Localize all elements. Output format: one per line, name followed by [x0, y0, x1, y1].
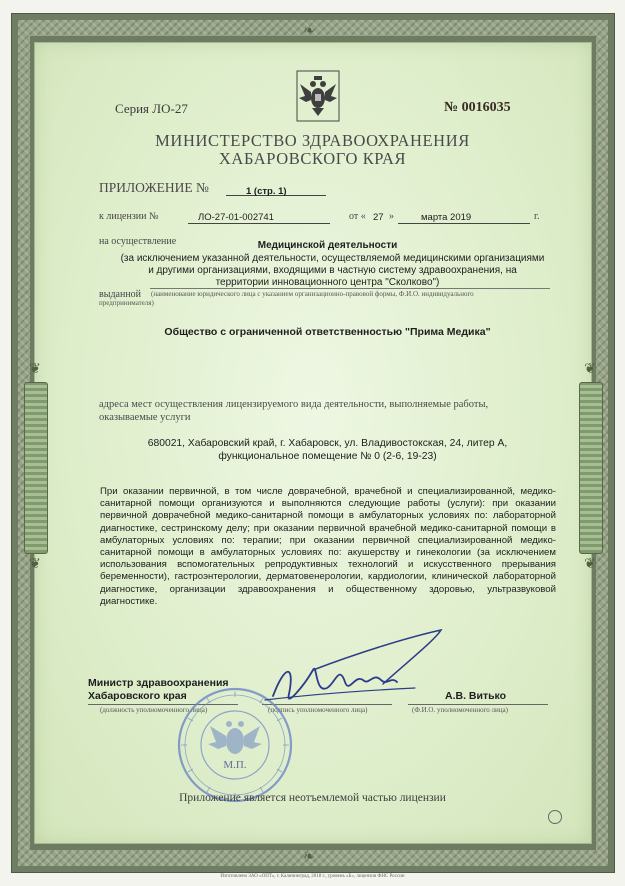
coat-of-arms-icon — [296, 70, 340, 122]
issued-caption: (наименование юридического лица с указанием организационно-правовой формы, Ф.И.О. индивидуального — [151, 290, 474, 298]
ministry-region: ХАБАРОВСКОГО КРАЯ — [218, 149, 407, 168]
address-label-cont: оказываемые услуги — [99, 412, 191, 423]
ministry-title: МИНИСТЕРСТВО ЗДРАВООХРАНЕНИЯ — [155, 131, 470, 150]
license-number-line — [188, 223, 330, 224]
issued-caption-cont: предпринимателя) — [99, 299, 154, 307]
appendix-value: 1 (стр. 1) — [246, 186, 287, 197]
handwritten-signature — [255, 624, 455, 714]
issued-line — [150, 288, 550, 289]
activity-scope-line2: и другими организациями, входящими в частную систему здравоохранения, на — [148, 265, 517, 276]
right-ornament-band — [579, 382, 603, 554]
issued-label: выданной — [99, 289, 142, 300]
license-month-year: марта 2019 — [421, 212, 472, 223]
activity-scope-line3: территории инновационного центра "Сколково") — [215, 277, 440, 288]
stamp-mp-label: М.П. — [223, 759, 247, 771]
right-fleuron-icon: ❦ — [584, 361, 596, 377]
left-fleuron-bottom-icon: ❦ — [29, 556, 41, 572]
right-fleuron-bottom-icon: ❦ — [584, 556, 596, 572]
license-number: ЛО-27-01-002741 — [198, 212, 274, 223]
footer-note: Приложение является неотъемлемой частью лицензии — [179, 792, 446, 804]
organization-name: Общество с ограниченной ответственностью "Прима Медика" — [164, 326, 491, 338]
address-line1: 680021, Хабаровский край, г. Хабаровск, ул. Владивостокская, 24, литер А, — [147, 438, 508, 449]
form-number: № 0016035 — [444, 100, 511, 115]
license-label: к лицензии № — [99, 211, 159, 222]
signatory-position: Министр здравоохранения — [88, 677, 229, 689]
signatory-name: А.В. Витько — [445, 690, 507, 702]
signatory-region: Хабаровского края — [88, 690, 187, 702]
appendix-label: ПРИЛОЖЕНИЕ № — [99, 180, 209, 195]
activity-title: Медицинской деятельности — [257, 240, 398, 251]
address-line2: функциональное помещение № 0 (2-6, 19-23) — [218, 451, 437, 462]
activity-label: на осуществление — [99, 236, 177, 247]
license-day: 27 — [373, 212, 384, 223]
left-ornament-band — [24, 382, 48, 554]
position-caption: (должность уполномоченного лица) — [100, 706, 208, 714]
print-note: Изготовлено ЗАО «ОПТ», г. Калининград, 2018 г., уровень «Б», лицензия ФНС России — [220, 874, 405, 879]
activity-scope-line1: (за исключением указанной деятельности, осуществляемой медицинскими организациями — [120, 253, 545, 264]
license-date-line — [398, 223, 530, 224]
address-label: адреса мест осуществления лицензируемого вида деятельности, выполняемые работы, — [99, 399, 489, 410]
bottom-fleuron-icon: ❧ — [303, 849, 315, 865]
rosette-icon — [548, 810, 562, 824]
services-text: При оказании первичной, в том числе доврачебной, врачебной и специализированной, медико-санитарной помощи организуются и выполняются следующие работы (услуги): при оказании первичной доврачебной медико-санитарной помощи в амбулаторных условиях по: лабораторной диагностике, сестринскому делу; при оказании первичной врачебной медико-санитарной помощи в амбулаторных условиях по: терапии; при оказании первичной специализированной медико-санитарной помощи в амбулаторных условиях по: акушерству и гинекологии (за исключением использования вспомогательных репродуктивных технологий и искусственного прерывания беременности), гастроэнтерологии, дерматовенерологии, кардиологии, клинической лабораторной диагностике, организации здравоохранения и общественному здоровью, ультразвуковой диагностике. — [100, 486, 556, 607]
signature-caption: (подпись уполномоченного лица) — [268, 706, 368, 714]
name-caption: (Ф.И.О. уполномоченного лица) — [412, 706, 508, 714]
license-date-label: от « — [349, 211, 366, 222]
license-day-close: » — [389, 211, 394, 222]
top-fleuron-icon: ❧ — [303, 23, 315, 39]
license-year-suffix: г. — [534, 211, 540, 222]
series-label: Серия ЛО-27 — [115, 101, 188, 116]
left-fleuron-icon: ❦ — [29, 361, 41, 377]
